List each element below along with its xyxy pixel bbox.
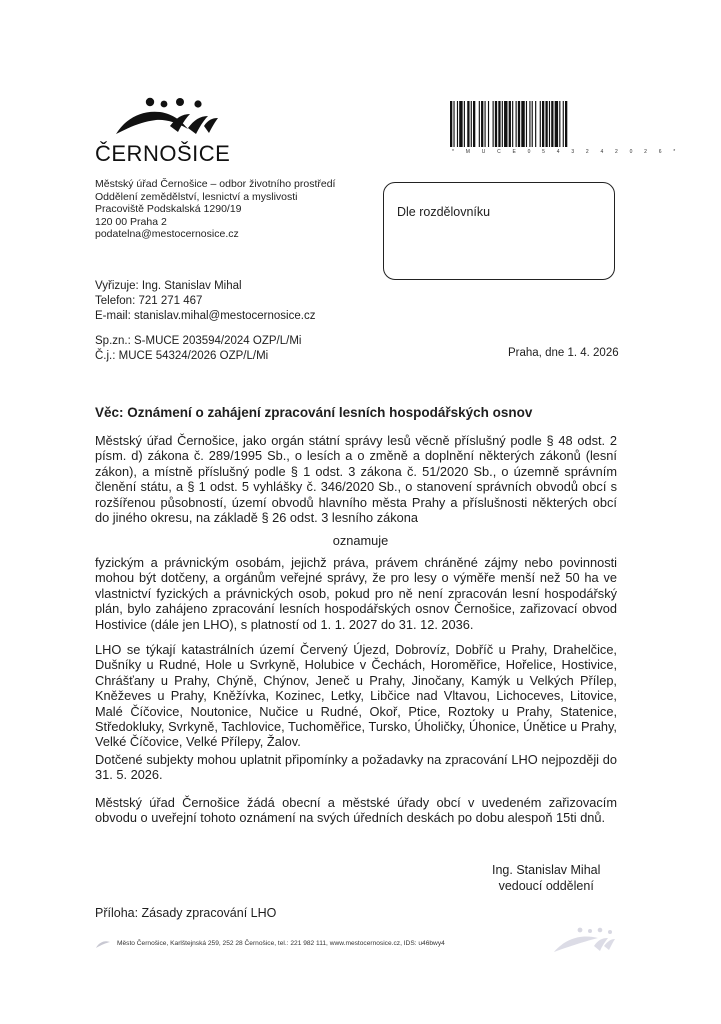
- paragraph-text: Dotčené subjekty mohou uplatnit připomínky a požadavky na zpracování LHO nejpozději do 31. 5. 2026.: [95, 752, 617, 783]
- announces-word: oznamuje: [332, 533, 389, 548]
- cernosice-logo-icon: [112, 96, 222, 138]
- attachment-line: Příloha: Zásady zpracování LHO: [95, 906, 277, 920]
- subject-heading: Věc: Oznámení o zahájení zpracování lesních hospodářských osnov: [95, 405, 533, 420]
- phone-line: Telefon: 721 271 467: [95, 294, 203, 307]
- body-paragraph-4: [95, 752, 617, 783]
- sender-block: [95, 178, 335, 241]
- signatory-title: vedoucí oddělení: [498, 878, 594, 893]
- paragraph-text: Městský úřad Černošice, jako orgán státní správy lesů věcně příslušný podle § 48 odst. 2 písm. d) zákona č. 289/1995 Sb., o lesích a o změně a doplnění některých zákonů (lesní zákon), a místně příslušný podle § 1 odst. 3 zákona č. 51/2020 Sb., o územně správním členění státu, a § 1 odst. 5 vyhlášky č. 346/2020 Sb., o stanovení správních obvodů obcí s rozšířenou působností, území obvodů hlavního města Prahy a příslušnosti některých obcí do jiného okresu, na základě § 26 odst. 3 lesního zákona: [95, 433, 617, 526]
- contact-block: [95, 279, 315, 323]
- barcode-icon: [450, 101, 618, 149]
- paragraph-text: LHO se týkají katastrálních území Červený Újezd, Dobrovíz, Dobříč u Prahy, Drahelčice, Dušníky u Rudné, Hole u Svrkyně, Holubice v Čechách, Horoměřice, Hořelice, Hostivice, Chrášťany u Prahy, Chýně, Chýnov, Jeneč u Prahy, Jinočany, Kamýk u Velkých Přílep, Kněževes u Prahy, Kněžívka, Kozinec, Letky, Libčice nad Vltavou, Lichoceves, Litovice, Malé Číčovice, Noutonice, Nučice u Rudné, Okoř, Ptice, Roztoky u Prahy, Statenice, Středokluky, Svrkyně, Tachlovice, Tuchoměřice, Tursko, Úholičky, Úhonice, Únětice u Prahy, Velké Číčovice, Velké Přílepy, Žalov.: [95, 642, 617, 750]
- file-number: Sp.zn.: S-MUCE 203594/2024 OZP/L/Mi: [95, 335, 302, 347]
- paragraph-text: Městský úřad Černošice žádá obecní a městské úřady obcí v uvedeném zařizovacím obvodu o uveřejní tohoto oznámení na svých úředních deskách po dobu alespoň 15ti dnů.: [95, 795, 617, 826]
- paragraph-text: fyzickým a právnickým osobám, jejichž práva, právem chráněné zájmy nebo povinnosti mohou být dotčeny, a orgánům veřejné správy, že pro lesy o výměře menší než 50 ha ve vlastnictví fyzických a právnických osob, pokud pro ně není zpracován lesní hospodářský plán, bylo zahájeno zpracování lesních hospodářských osnov Černošice, zařizovací obvod Hostivice (dále jen LHO), s platností od 1. 1. 2027 do 31. 12. 2036.: [95, 555, 617, 632]
- date-line: Praha, dne 1. 4. 2026: [508, 347, 619, 359]
- sender-line: Pracoviště Podskalská 1290/19: [95, 203, 242, 216]
- body-paragraph-1: [95, 433, 617, 525]
- signatory-name: Ing. Stanislav Mihal: [492, 863, 601, 877]
- signature-block: [492, 863, 600, 894]
- body-paragraph-3: [95, 642, 617, 750]
- sender-line: 120 00 Praha 2: [95, 215, 167, 228]
- sender-line: Městský úřad Černošice – odbor životního prostředí: [95, 178, 336, 190]
- handler-line: Vyřizuje: Ing. Stanislav Mihal: [95, 280, 242, 292]
- sender-email: podatelna@mestocernosice.cz: [95, 228, 239, 241]
- reference-number: Č.j.: MUCE 54324/2026 OZP/L/Mi: [95, 349, 269, 362]
- reference-block: [95, 334, 301, 364]
- logo-text: ČERNOŠICE: [95, 141, 231, 166]
- barcode-digits: * M U C E 0 5 4 3 2 4 2 0 2 6 *: [452, 149, 681, 155]
- body-paragraph-5: [95, 795, 617, 826]
- recipient-box: [383, 182, 615, 280]
- body-paragraph-2: [95, 555, 617, 632]
- footer-leaf-icon: [95, 939, 111, 949]
- recipient-text: Dle rozdělovníku: [397, 205, 491, 219]
- footer-address: Město Černošice, Karlštejnská 259, 252 28 Černošice, tel.: 221 982 111, www.mestocernosice.cz, IDS: u46bwy4: [117, 940, 445, 947]
- footer-decoration-icon: [552, 924, 616, 954]
- sender-line: Oddělení zemědělství, lesnictví a myslivosti: [95, 190, 298, 203]
- email-line: E-mail: stanislav.mihal@mestocernosice.cz: [95, 309, 316, 322]
